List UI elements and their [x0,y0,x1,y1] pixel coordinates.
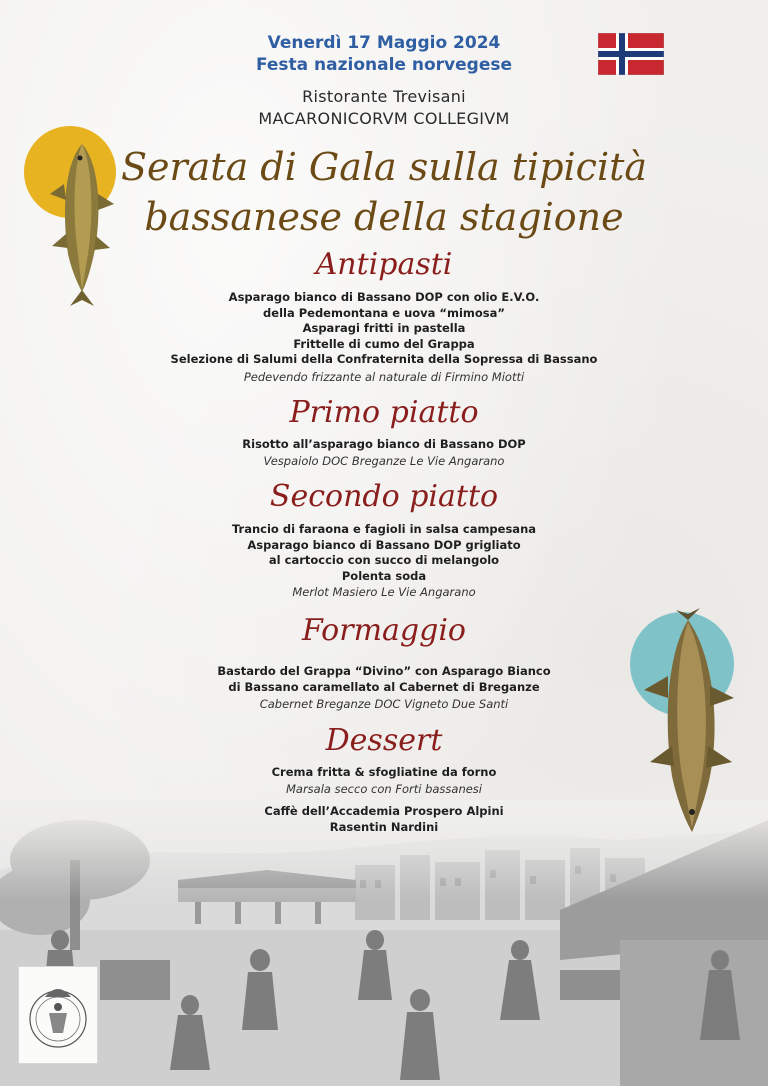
menu-item: Bastardo del Grappa “Divino” con Asparago Bianco [217,664,551,678]
gala-title-line1: Serata di Gala sulla tipicità [120,145,648,189]
menu-item: al cartoccio con succo di melangolo [268,553,500,567]
menu-item: Frittelle di cumo del Grappa [293,336,475,351]
menu-item: Selezione di Salumi della Confraternita della Sopressa di Bassano [170,352,598,366]
menu-item: Trancio di faraona e fagioli in salsa campesana [231,522,537,536]
section-title-secondo: Secondo piatto [269,479,499,514]
collegium-seal-icon [18,966,98,1064]
wine-pairing: Cabernet Breganze DOC Vigneto Due Santi [259,697,509,711]
menu-item: Caffè dell’Accademia Prospero Alpini [264,804,504,818]
restaurant-name: Ristorante Trevisani [302,87,466,106]
menu-item: Asparagi fritti in pastella [302,321,466,335]
section-title-antipasti: Antipasti [315,247,453,282]
collegium-name: MACARONICORVM COLLEGIVM [258,109,510,128]
formaggio-items [0,664,768,695]
organizer-header [0,86,768,130]
bassano-town-etching [0,800,768,1086]
section-title-dessert: Dessert [325,723,443,758]
event-date: Venerdì 17 Maggio 2024 [267,33,501,53]
wine-pairing: Vespaiolo DOC Breganze Le Vie Angarano [263,454,505,468]
secondo-items [0,522,768,584]
dessert-items [0,765,768,781]
wine-pairing: Pedevendo frizzante al naturale di Firmino Miotti [243,370,525,384]
menu-item: Crema fritta & sfogliatine da forno [271,765,497,779]
section-title-formaggio: Formaggio [302,613,466,648]
event-header [0,32,768,76]
event-occasion: Festa nazionale norvegese [255,55,513,75]
menu-item: Asparago bianco di Bassano DOP con olio E.V.O. [228,290,540,304]
primo-items [0,437,768,453]
wine-pairing: Merlot Masiero Le Vie Angarano [292,585,476,599]
menu-item: di Bassano caramellato al Cabernet di Breganze [228,679,540,694]
closing-items [0,804,768,835]
menu-item: Asparago bianco di Bassano DOP grigliato [247,537,521,552]
menu-item: Rasentin Nardini [329,819,439,834]
menu-item: Risotto all’asparago bianco di Bassano DOP [242,437,526,451]
menu-item: Polenta soda [341,568,427,583]
section-title-primo: Primo piatto [289,395,479,430]
menu-item: della Pedemontana e uova “mimosa” [263,305,505,320]
antipasti-items [0,290,768,368]
gala-title [0,142,768,242]
wine-pairing: Marsala secco con Forti bassanesi [285,782,482,796]
gala-title-line2: bassanese della stagione [144,195,624,239]
